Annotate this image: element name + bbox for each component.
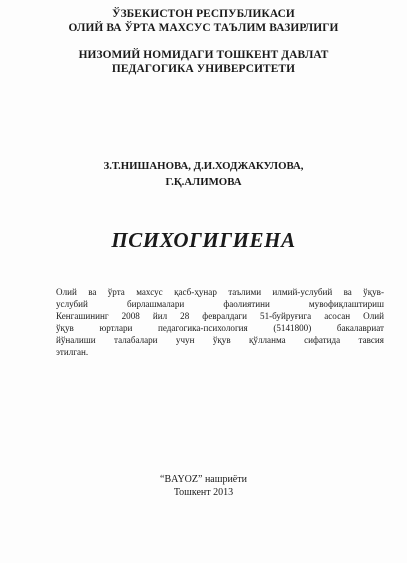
university-heading-line1: НИЗОМИЙ НОМИДАГИ ТОШКЕНТ ДАВЛАТ [78, 49, 329, 61]
country-heading: ЎЗБЕКИСТОН РЕСПУБЛИКАСИ [112, 8, 295, 20]
approval-line: ўқув юртлари педагогика-психология (5141800) бакалавриат [56, 323, 384, 334]
book-title: ПСИХОГИГИЕНА [111, 228, 296, 252]
authors-line1: З.Т.НИШАНОВА, Д.И.ХОДЖАКУЛОВА, [103, 160, 304, 172]
approval-line: услубий бирлашмалари фаолиятини мувофиқлаштириш [56, 299, 384, 310]
authors-line2: Г.Қ.АЛИМОВА [165, 176, 242, 188]
publisher-name: “BAYOZ” нашриёти [160, 474, 247, 485]
approval-line: йўналиши талабалари учун ўқув қўлланма сифатида тавсия [56, 335, 384, 346]
publication-place-year: Тошкент 2013 [173, 487, 234, 498]
approval-line: Олий ва ўрта махсус қасб-ҳунар таълими илмий-услубий ва ўқув- [56, 287, 384, 297]
approval-line: Кенгашининг 2008 йил 28 февралдаги 51-буйруғига асосан Олий [56, 311, 384, 322]
university-heading-line2: ПЕДАГОГИКА УНИВЕРСИТЕТИ [111, 63, 296, 75]
approval-statement [56, 286, 384, 359]
ministry-heading: ОЛИЙ ВА ЎРТА МАХСУС ТАЪЛИМ ВАЗИРЛИГИ [68, 22, 339, 34]
approval-line: этилган. [56, 347, 89, 358]
